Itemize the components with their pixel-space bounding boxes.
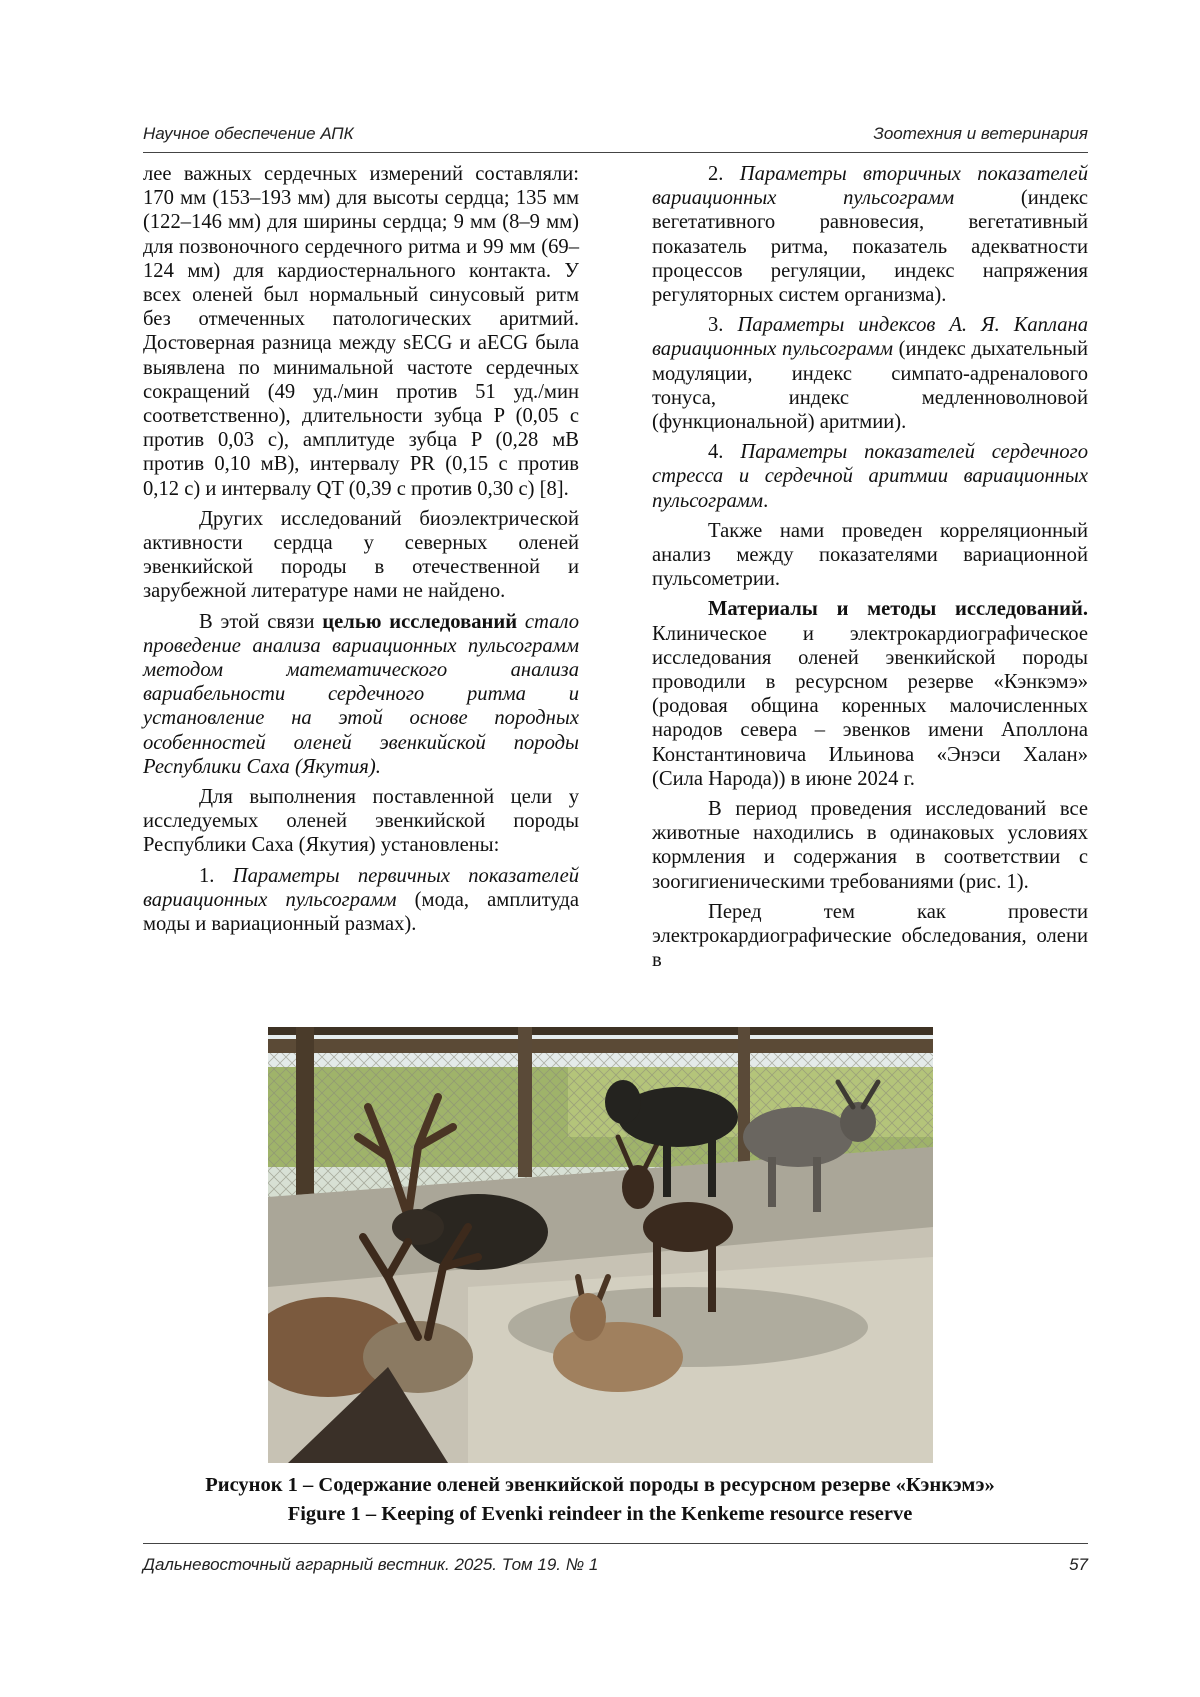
reindeer-photo xyxy=(268,1027,933,1463)
figure-caption xyxy=(120,1471,1080,1529)
goal-term: целью исследований xyxy=(322,610,518,633)
header-rule xyxy=(143,152,1088,153)
caption-ru: Рисунок 1 – Содержание оленей эвенкийской породы в ресурсном резерве «Кэнкэмэ» xyxy=(205,1474,995,1496)
caption-en: Figure 1 – Keeping of Evenki reindeer in the Kenkeme resource reserve xyxy=(287,1503,913,1525)
paragraph-materials-methods: Материалы и методы исследований. Клиническое и электрокардиографическое исследования оленей эвенкийской породы проводили в ресурсном резерве «Кэнкэмэ» (родовая община коренных малочисленных народов севера – эвенков имени Аполлона Константиновича Ильинова «Энэси Халан» (Сила Народа)) в июне 2024 г. xyxy=(652,598,1088,790)
header-section-left: Научное обеспечение АПК xyxy=(143,124,354,143)
header-section-right: Зоотехния и ветеринария xyxy=(873,124,1088,143)
list-item-1: 1. Параметры первичных показателей вариационных пульсограмм (мода, амплитуда моды и вариационный размах). xyxy=(143,864,580,936)
paragraph-conditions: В период проведения исследований все животные находились в одинаковых условиях кормления и содержания в соответствии с зоогигиеническими требованиями (рис. 1). xyxy=(652,798,1088,893)
paragraph-continuation: лее важных сердечных измерений составляли: 170 мм (153–193 мм) для высоты сердца; 135 мм (122–146 мм) для ширины сердца; 9 мм (8–9 мм) для позвоночного сердечного ритма и 99 мм (69–124 мм) для кардиостернального контакта. У всех оленей был нормальный синусовый ритм без отмеченных патологических аритмий. Достоверная разница между sECG и aECG была выявлена по минимальной частоте сердечных сокращений (49 уд./мин против 51 уд./мин соответственно), длительности зубца P (0,05 с против 0,03 с), амплитуде зубца P (0,28 мВ против 0,10 мВ), интервалу PR (0,15 с против 0,12 с) и интервалу QT (0,39 с против 0,30 с) [8]. xyxy=(143,163,579,500)
running-head xyxy=(143,124,1088,144)
list-item-2: 2. Параметры вторичных показателей вариационных пульсограмм (индекс вегетативного равновесия, вегетативный показатель ритма, показатель адекватности процессов регуляции, индекс напряжения регуляторных систем организма). xyxy=(652,163,1088,307)
reindeer-photo-illustration xyxy=(268,1027,933,1463)
list-item-4: 4. Параметры показателей сердечного стресса и сердечной аритмии вариационных пульсограмм. xyxy=(652,441,1088,512)
paragraph-research-goal: В этой связи целью исследований стало проведение анализа вариационных пульсограмм методом математического анализа вариабельности сердечного ритма и установление на этой основе породных особенностей оленей эвенкийской породы Республики Саха (Якутия). xyxy=(143,610,579,778)
paragraph-no-other-studies: Других исследований биоэлектрической активности сердца у северных оленей эвенкийской породы в отечественной и зарубежной литературе нами не найдено. xyxy=(143,507,579,603)
paragraph-before-ecg: Перед тем как провести электрокардиографические обследования, олени в xyxy=(652,900,1088,972)
page-number: 57 xyxy=(1069,1555,1088,1574)
paragraph-established: Для выполнения поставленной цели у исследуемых оленей эвенкийской породы Республики Саха (Якутия) установлены: xyxy=(143,786,579,857)
journal-citation: Дальневосточный аграрный вестник. 2025. Том 19. № 1 xyxy=(143,1555,599,1574)
list-item-3: 3. Параметры индексов А. Я. Каплана вариационных пульсограмм (индекс дыхательный модуляции, индекс симпато-адреналового тонуса, индекс медленноволновой (функциональной) аритмии). xyxy=(652,314,1089,434)
paragraph-correlation: Также нами проведен корреляционный анализ между показателями вариационной пульсометрии. xyxy=(652,519,1088,591)
goal-text: стало проведение анализа вариационных пульсограмм методом математического анализа вариабельности сердечного ритма и установление на этой основе породных особенностей оленей эвенкийской породы Республики Саха (Якутия). xyxy=(143,610,579,778)
right-column xyxy=(652,162,1088,973)
left-column xyxy=(143,162,579,936)
footer-rule xyxy=(143,1543,1088,1544)
section-heading: Материалы и методы исследований. xyxy=(708,598,1088,621)
footer xyxy=(143,1555,1088,1575)
